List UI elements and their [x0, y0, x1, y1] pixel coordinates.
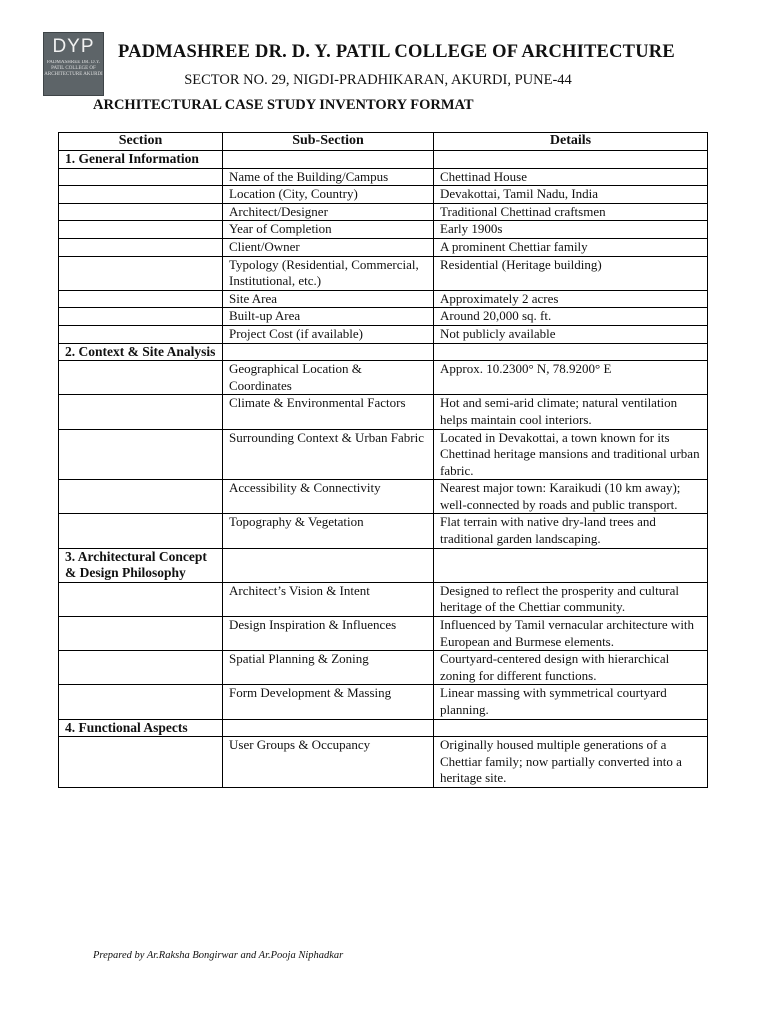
details-cell: Hot and semi-arid climate; natural ventilation helps maintain cool interiors.	[434, 395, 708, 429]
logo-subtext: PADMASHREE DR. D.Y. PATIL COLLEGE OF ARCHITECTURE AKURDI	[44, 60, 103, 77]
college-logo	[43, 32, 104, 96]
subsection-cell: Accessibility & Connectivity	[223, 480, 434, 514]
table-row	[59, 480, 708, 514]
table-row	[59, 651, 708, 685]
section-cell: 2. Context & Site Analysis	[59, 343, 223, 361]
details-cell: Linear massing with symmetrical courtyard planning.	[434, 685, 708, 719]
details-cell: Nearest major town: Karaikudi (10 km away); well-connected by roads and public transport.	[434, 480, 708, 514]
details-cell: Flat terrain with native dry-land trees and traditional garden landscaping.	[434, 514, 708, 548]
details-cell	[434, 548, 708, 582]
section-row	[59, 548, 708, 582]
section-cell: 4. Functional Aspects	[59, 719, 223, 737]
logo-mark: DYP	[52, 36, 95, 57]
subsection-cell: Site Area	[223, 290, 434, 308]
column-header-section: Section	[59, 133, 223, 151]
inventory-table	[58, 132, 708, 788]
details-cell: Devakottai, Tamil Nadu, India	[434, 186, 708, 204]
subsection-cell: Spatial Planning & Zoning	[223, 651, 434, 685]
table-row	[59, 429, 708, 480]
section-cell	[59, 685, 223, 719]
section-cell	[59, 186, 223, 204]
section-cell	[59, 361, 223, 395]
prepared-by-footer: Prepared by Ar.Raksha Bongirwar and Ar.Pooja Niphadkar	[93, 950, 344, 961]
table-row	[59, 203, 708, 221]
section-cell	[59, 168, 223, 186]
subsection-cell	[223, 343, 434, 361]
details-cell: Designed to reflect the prosperity and cultural heritage of the Chettiar community.	[434, 582, 708, 616]
subsection-cell: User Groups & Occupancy	[223, 737, 434, 788]
details-cell	[434, 151, 708, 169]
section-row	[59, 343, 708, 361]
subsection-cell: Geographical Location & Coordinates	[223, 361, 434, 395]
details-cell: Approx. 10.2300° N, 78.9200° E	[434, 361, 708, 395]
section-cell	[59, 737, 223, 788]
subsection-cell: Typology (Residential, Commercial, Institutional, etc.)	[223, 256, 434, 290]
subsection-cell	[223, 548, 434, 582]
table-row	[59, 361, 708, 395]
section-cell: 3. Architectural Concept & Design Philosophy	[59, 548, 223, 582]
table-row	[59, 514, 708, 548]
column-header-subsection: Sub-Section	[223, 133, 434, 151]
details-cell: A prominent Chettiar family	[434, 238, 708, 256]
section-cell	[59, 221, 223, 239]
details-cell	[434, 719, 708, 737]
subsection-cell: Form Development & Massing	[223, 685, 434, 719]
details-cell	[434, 343, 708, 361]
table-row	[59, 617, 708, 651]
section-cell	[59, 514, 223, 548]
table-row	[59, 238, 708, 256]
section-cell	[59, 203, 223, 221]
details-cell: Courtyard-centered design with hierarchical zoning for different functions.	[434, 651, 708, 685]
section-cell	[59, 325, 223, 343]
section-cell	[59, 617, 223, 651]
subsection-cell: Topography & Vegetation	[223, 514, 434, 548]
table-row	[59, 186, 708, 204]
details-cell: Located in Devakottai, a town known for its Chettinad heritage mansions and traditional urban fabric.	[434, 429, 708, 480]
section-cell	[59, 256, 223, 290]
table-row	[59, 308, 708, 326]
table-row	[59, 256, 708, 290]
table-row	[59, 221, 708, 239]
details-cell: Around 20,000 sq. ft.	[434, 308, 708, 326]
section-cell	[59, 308, 223, 326]
details-cell: Traditional Chettinad craftsmen	[434, 203, 708, 221]
document-title: ARCHITECTURAL CASE STUDY INVENTORY FORMAT	[93, 97, 474, 113]
section-cell	[59, 582, 223, 616]
table-row	[59, 325, 708, 343]
subsection-cell: Location (City, Country)	[223, 186, 434, 204]
details-cell: Influenced by Tamil vernacular architecture with European and Burmese elements.	[434, 617, 708, 651]
table-row	[59, 290, 708, 308]
table-row	[59, 737, 708, 788]
subsection-cell: Architect/Designer	[223, 203, 434, 221]
subsection-cell: Surrounding Context & Urban Fabric	[223, 429, 434, 480]
subsection-cell: Name of the Building/Campus	[223, 168, 434, 186]
details-cell: Chettinad House	[434, 168, 708, 186]
details-cell: Residential (Heritage building)	[434, 256, 708, 290]
subsection-cell: Architect’s Vision & Intent	[223, 582, 434, 616]
details-cell: Early 1900s	[434, 221, 708, 239]
section-cell	[59, 480, 223, 514]
section-row	[59, 719, 708, 737]
subsection-cell: Built-up Area	[223, 308, 434, 326]
section-row	[59, 151, 708, 169]
section-cell: 1. General Information	[59, 151, 223, 169]
table-header-row	[59, 133, 708, 151]
section-cell	[59, 238, 223, 256]
table-row	[59, 395, 708, 429]
subsection-cell: Project Cost (if available)	[223, 325, 434, 343]
table-row	[59, 582, 708, 616]
column-header-details: Details	[434, 133, 708, 151]
section-cell	[59, 651, 223, 685]
section-cell	[59, 429, 223, 480]
section-cell	[59, 290, 223, 308]
subsection-cell: Client/Owner	[223, 238, 434, 256]
subsection-cell: Climate & Environmental Factors	[223, 395, 434, 429]
college-name: PADMASHREE DR. D. Y. PATIL COLLEGE OF ARCHITECTURE	[118, 42, 675, 62]
details-cell: Originally housed multiple generations of a Chettiar family; now partially converted into a heritage site.	[434, 737, 708, 788]
table-row	[59, 168, 708, 186]
table-row	[59, 685, 708, 719]
subsection-cell: Year of Completion	[223, 221, 434, 239]
subsection-cell	[223, 151, 434, 169]
subsection-cell: Design Inspiration & Influences	[223, 617, 434, 651]
section-cell	[59, 395, 223, 429]
details-cell: Approximately 2 acres	[434, 290, 708, 308]
table-body	[59, 151, 708, 788]
details-cell: Not publicly available	[434, 325, 708, 343]
subsection-cell	[223, 719, 434, 737]
college-address: SECTOR NO. 29, NIGDI-PRADHIKARAN, AKURDI, PUNE-44	[184, 72, 572, 88]
